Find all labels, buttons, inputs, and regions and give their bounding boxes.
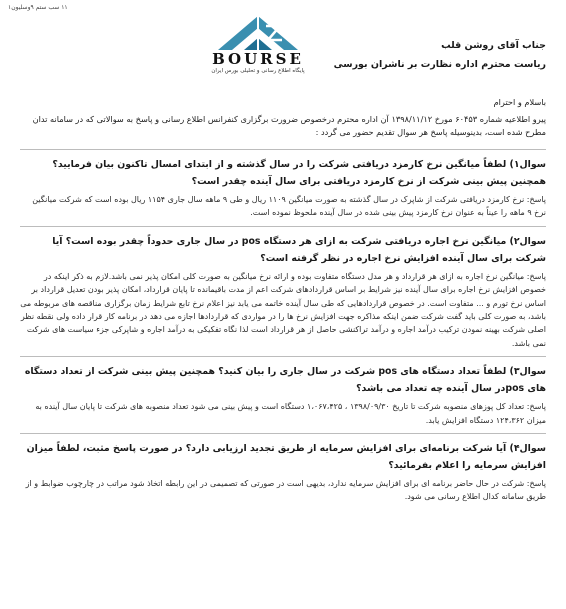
question-text: سوال۲) میانگین نرخ اجاره دریافتی شرکت به ازای هر دستگاه pos در سال جاری حدوداً چقدر بوده است؟ آیا شرکت برای سال آینده افزایش نرخ اجاره در نظر گرفته است؟ bbox=[52, 235, 546, 264]
question-text: سوال۳) لطفاً تعداد دستگاه های pos شرکت در سال جاری را بیان کنید؟ همچنین پیش بینی شرکت از تعداد دستگاه های posدر سال آینده چه تعداد می باشد؟ bbox=[24, 366, 546, 395]
answer-text: پاسخ: تعداد کل پوزهای منصوبه شرکت تا تاریخ ۱۳۹۸/۰۹/۳۰ ، ۱،۰۶۷،۴۲۵ دستگاه است و پیش بینی می شود تعداد منصوبه های شرکت تا پایان سال آینده به میزان ۱۲۴،۳۶۲ دستگاه افزایش یابد. bbox=[35, 402, 546, 425]
answer-text: پاسخ: نرخ کارمزد دریافتی شرکت از شاپرک در سال گذشته به صورت میانگین ۱۱۰۹ ریال و طی ۹ ماهه سال جاری ۱۱۵۴ ریال بوده است که شرکت میانگین نرخ ۹ ماهه را عیناً به عنوان نرخ کارمزد پیش بینی شده در سال آینده ملحوظ نموده است. bbox=[32, 195, 546, 218]
qa-section bbox=[20, 226, 546, 350]
logo-wordmark: BOURSE bbox=[212, 50, 304, 68]
bourse-logo bbox=[188, 14, 328, 76]
bourse-logo-emblem-icon bbox=[188, 14, 328, 54]
answer-text: پاسخ: میانگین نرخ اجاره به ازای هر قرارداد و هر مدل دستگاه متفاوت بوده و ارائه نرخ میانگین به صورت کلی امکان پذیر نمی باشد.لازم به ذکر اینکه در خصوص افزایش نرخ اجاره برای سال آینده نیز شرایط بر اساس قراردادهای شرکت اعم از مدت باقیمانده تا پایان قرارداد، امکان پذیر بودن تعدیل قرارداد بر اساس نرخ تورم و ... متفاوت است. در خصوص قراردادهایی که طی سال آینده خاتمه می یابد نیز اعلام نرخ تابع شرایط زمان برگزاری مناقصه های مربوطه می باشد، به صورت کلی باید گفت شرکت ضمن اینکه مذاکره جهت افزایش نرخ ها را در مواردی که قراردادها اجازه می دهد در برنامه کار قرار داده ولی نقطه نظر اصلی شرکت بهینه نمودن ترکیب درآمد اجاره و درآمد تراکنشی حاصل از هر قرارداد است لذا نگاه تفکیکی به درآمد اجاره و شاپرکی جزء سیاست های شرکت نمی باشد. bbox=[20, 271, 546, 348]
qa-section bbox=[20, 433, 546, 504]
addressee-title: ریاست محترم اداره نظارت بر ناشران بورسی bbox=[333, 59, 546, 70]
addressee-name: جناب آقای روشن قلب bbox=[441, 40, 546, 51]
answer-text: پاسخ: شرکت در حال حاضر برنامه ای برای افزایش سرمایه ندارد، بدیهی است در صورتی که تصمیمی در این رابطه اتخاذ شود مراتب در چارچوب ضوابط و از طریق سامانه کدال اطلاع رسانی می شود. bbox=[25, 479, 546, 502]
letter-body bbox=[20, 96, 546, 510]
intro-paragraph: پیرو اطلاعیه شماره ۶۰۴۵۳ مورخ ۱۳۹۸/۱۱/۱۲ آن اداره محترم درخصوص ضرورت برگزاری کنفرانس اطلاع رسانی و پاسخ به سوالاتی که در سامانه تدان مطرح شده است، بدینوسیله پاسخ هر سوال تقدیم حضور می گردد : bbox=[32, 114, 546, 137]
qa-section bbox=[20, 149, 546, 220]
qa-section bbox=[20, 356, 546, 427]
corner-note: ۱۱ سب ستم ۹وسلیون۱ bbox=[8, 4, 68, 11]
addressee-block bbox=[316, 36, 546, 74]
question-text: سوال۴) آیا شرکت برنامه‌ای برای افزایش سرمایه از طریق تجدید ارزیابی دارد؟ در صورت پاسخ مثبت، لطفاً میزان افزایش سرمایه را اعلام بفرمائید؟ bbox=[26, 443, 546, 472]
logo-subtitle: پایگاه اطلاع رسانی و تحلیلی بورس ایران bbox=[211, 68, 305, 74]
question-text: سوال۱) لطفاً میانگین نرخ کارمزد دریافتی شرکت را در سال گذشته و از ابتدای امسال تاکنون بیان فرمایید؟ همچنین پیش بینی شرکت از نرخ کارمزد دریافتی برای سال آینده چقدر است؟ bbox=[52, 159, 546, 187]
greeting: باسلام و احترام bbox=[493, 97, 546, 107]
